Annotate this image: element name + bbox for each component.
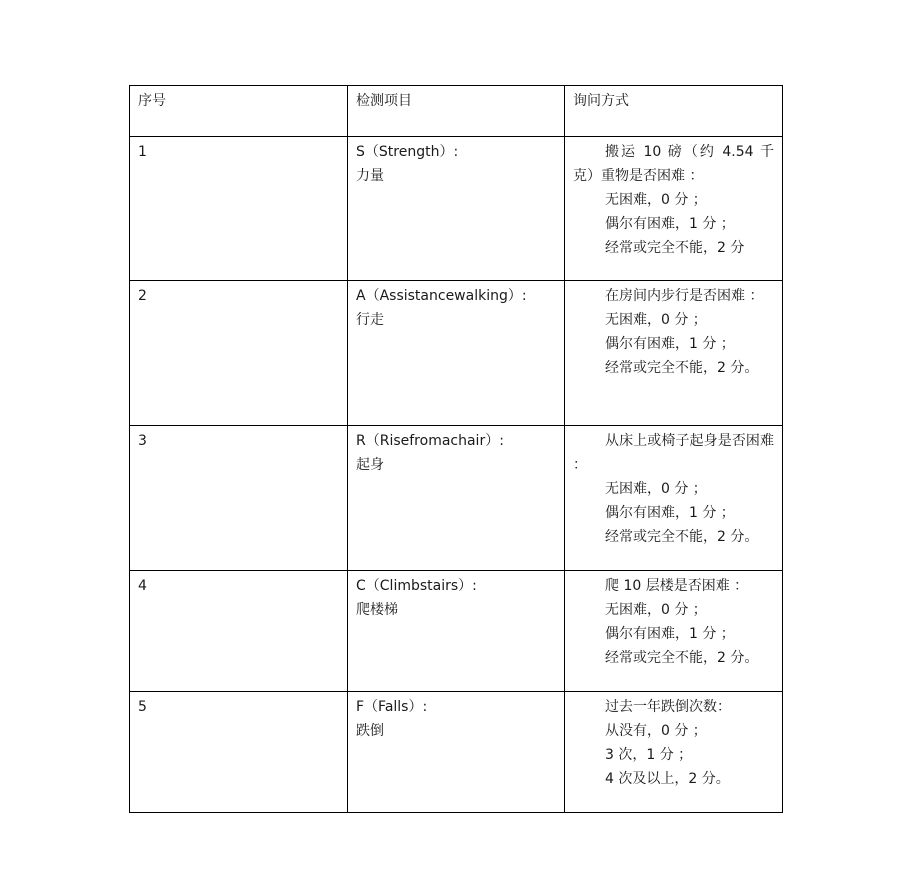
option-text: 经常或完全不能，2 分。: [605, 529, 759, 545]
table-row: [130, 281, 783, 426]
method-cell: [565, 571, 783, 692]
item-chinese: 爬楼梯: [356, 602, 398, 618]
sarcf-table: [129, 85, 783, 813]
table-row: [130, 692, 783, 813]
option-text: 3 次，1 分 ；: [605, 747, 693, 763]
option-text: 从没有，0 分 ；: [605, 723, 707, 739]
item-chinese: 行走: [356, 312, 384, 328]
item-cell: [348, 692, 565, 813]
option-text: 经常或完全不能，2 分。: [605, 360, 759, 376]
row-number: 5: [130, 692, 348, 813]
table-header-row: [130, 86, 783, 137]
item-cell: [348, 137, 565, 281]
header-no: 序号: [130, 86, 348, 137]
item-english: S（Strength）:: [356, 144, 459, 160]
header-method: 询问方式: [565, 86, 783, 137]
item-english: F（Falls）:: [356, 699, 428, 715]
question-text: 从床上或椅子起身是否困难 ：: [573, 433, 774, 473]
option-text: 无困难，0 分 ；: [605, 312, 707, 328]
option-text: 偶尔有困难，1 分 ；: [605, 336, 735, 352]
question-text: 过去一年跌倒次数：: [605, 699, 731, 715]
row-number: 2: [130, 281, 348, 426]
table-row: [130, 571, 783, 692]
question-text: 爬 10 层楼是否困难 ：: [605, 578, 749, 594]
option-text: 无困难，0 分 ；: [605, 192, 707, 208]
option-text: 无困难，0 分 ；: [605, 602, 707, 618]
option-text: 4 次及以上，2 分。: [605, 771, 730, 787]
option-text: 经常或完全不能，2 分: [605, 240, 745, 256]
row-number: 1: [130, 137, 348, 281]
item-english: A（Assistancewalking）:: [356, 288, 527, 304]
item-cell: [348, 571, 565, 692]
option-text: 无困难，0 分 ；: [605, 481, 707, 497]
item-cell: [348, 426, 565, 571]
table-row: [130, 137, 783, 281]
item-chinese: 起身: [356, 457, 384, 473]
method-cell: [565, 281, 783, 426]
question-text: 在房间内步行是否困难 ：: [605, 288, 764, 304]
method-cell: [565, 692, 783, 813]
item-cell: [348, 281, 565, 426]
row-number: 4: [130, 571, 348, 692]
method-cell: [565, 426, 783, 571]
table-row: [130, 426, 783, 571]
row-number: 3: [130, 426, 348, 571]
method-cell: [565, 137, 783, 281]
item-chinese: 跌倒: [356, 723, 384, 739]
item-english: C（Climbstairs）:: [356, 578, 477, 594]
option-text: 偶尔有困难，1 分 ；: [605, 216, 735, 232]
option-text: 偶尔有困难，1 分 ；: [605, 505, 735, 521]
item-english: R（Risefromachair）:: [356, 433, 504, 449]
question-text: 搬运 10 磅（约 4.54 千克）重物是否困难 ：: [573, 144, 774, 184]
item-chinese: 力量: [356, 168, 384, 184]
header-item: 检测项目: [348, 86, 565, 137]
option-text: 经常或完全不能，2 分。: [605, 650, 759, 666]
option-text: 偶尔有困难，1 分 ；: [605, 626, 735, 642]
